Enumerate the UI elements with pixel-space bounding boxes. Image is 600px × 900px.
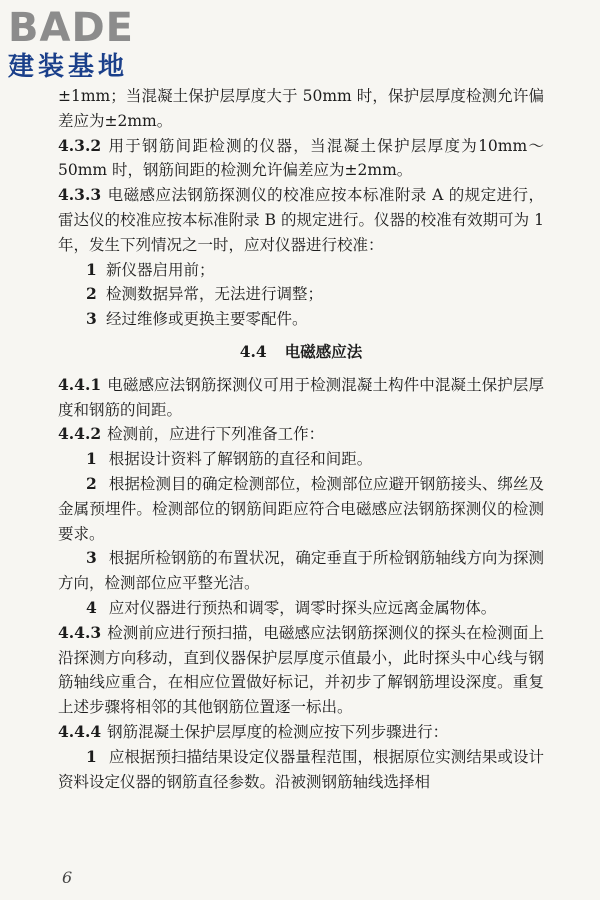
- clause-text: 检测前应进行预扫描，电磁感应法钢筋探测仪的探头在检测面上沿探测方向移动，直到仪器保护层厚度示值最小，此时探头中心线与钢筋轴线应重合，在相应位置做好标记，并初步了解钢筋埋设深度。重复上述步骤将相邻的其他钢筋位置逐一标出。: [58, 623, 544, 717]
- document-body: [58, 84, 544, 794]
- item-text: 根据所检钢筋的布置状况，确定垂直于所检钢筋轴线方向为探测方向，检测部位应平整光洁。: [58, 549, 544, 593]
- section-title: 电磁感应法: [284, 341, 363, 361]
- item-number: 1: [86, 259, 97, 279]
- list-item: [58, 472, 544, 546]
- section-number: 4.4: [239, 341, 267, 361]
- clause-4-4-2: [58, 422, 544, 447]
- page-number: 6: [62, 868, 73, 887]
- clause-text: 检测前，应进行下列准备工作：: [107, 425, 325, 444]
- clause-text: 钢筋混凝土保护层厚度的检测应按下列步骤进行：: [107, 722, 449, 741]
- clause-number: 4.4.1: [58, 374, 102, 394]
- list-item: [58, 546, 544, 596]
- clause-number: 4.4.3: [58, 622, 102, 642]
- item-text: 检测数据异常，无法进行调整；: [106, 285, 324, 304]
- item-text: 新仪器启用前；: [106, 260, 215, 279]
- paragraph: [58, 84, 544, 134]
- item-number: 4: [86, 597, 97, 617]
- list-item: [58, 307, 544, 332]
- item-text: 应对仪器进行预热和调零，调零时探头应远离金属物体。: [108, 598, 497, 617]
- clause-text: 电磁感应法钢筋探测仪可用于检测混凝土构件中混凝土保护层厚度和钢筋的间距。: [58, 375, 544, 419]
- brand-name: BADE: [8, 5, 134, 51]
- clause-4-4-4: [58, 720, 544, 745]
- list-item: [58, 596, 544, 621]
- item-text: 经过维修或更换主要零配件。: [106, 310, 308, 329]
- clause-number: 4.3.3: [58, 185, 102, 205]
- clause-4-4-3: [58, 621, 544, 720]
- clause-number: 4.4.4: [58, 721, 102, 741]
- clause-number: 4.3.2: [58, 135, 102, 155]
- item-text: 应根据预扫描结果设定仪器量程范围，根据原位实测结果或设计资料设定仪器的钢筋直径参数。沿被测钢筋轴线选择相: [58, 747, 544, 791]
- clause-text: 用于钢筋间距检测的仪器，当混凝土保护层厚度为10mm～50mm 时，钢筋间距的检测允许偏差应为±2mm。: [58, 136, 544, 180]
- list-item: [58, 258, 544, 283]
- clause-4-4-1: [58, 373, 544, 423]
- item-text: 根据设计资料了解钢筋的直径和间距。: [108, 450, 373, 469]
- item-number: 3: [86, 309, 97, 329]
- item-number: 2: [86, 473, 97, 493]
- item-number: 1: [86, 746, 97, 766]
- list-item: [58, 282, 544, 307]
- item-text: 根据检测目的确定检测部位，检测部位应避开钢筋接头、绑丝及金属预埋件。检测部位的钢筋间距应符合电磁感应法钢筋探测仪的检测要求。: [58, 474, 544, 543]
- item-number: 1: [86, 449, 97, 469]
- clause-number: 4.4.2: [58, 424, 102, 444]
- list-item: [58, 447, 544, 472]
- item-number: 3: [86, 548, 97, 568]
- text: ±1mm；当混凝土保护层厚度大于 50mm 时，保护层厚度检测允许偏差应为±2mm。: [58, 87, 544, 130]
- clause-4-3-2: [58, 134, 544, 184]
- brand-subtitle: 建装基地: [8, 52, 129, 82]
- clause-4-3-3: [58, 183, 544, 257]
- clause-text: 电磁感应法钢筋探测仪的校准应按本标准附录 A 的规定进行，雷达仪的校准应按本标准附录 B 的规定进行。仪器的校准有效期可为 1 年，发生下列情况之一时，应对仪器进行校准：: [58, 186, 544, 254]
- list-item: [58, 745, 544, 795]
- item-number: 2: [86, 284, 97, 304]
- section-heading: [58, 340, 544, 365]
- watermark-logo: [8, 6, 134, 82]
